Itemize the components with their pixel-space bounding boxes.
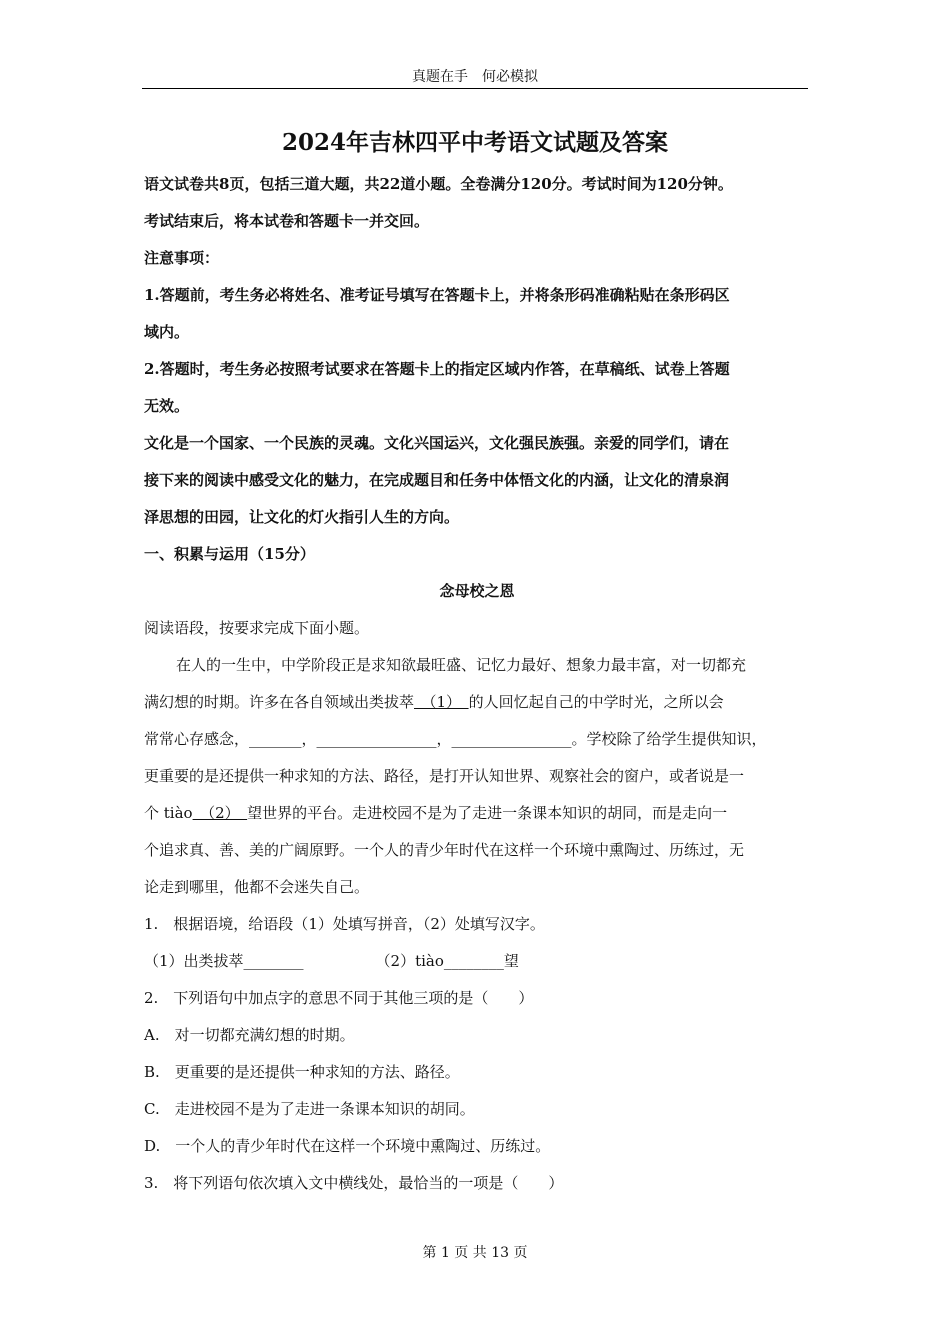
passage-line-1: 在人的一生中，中学阶段正是求知欲最旺盛、记忆力最好、想象力最丰富，对一切都充: [176, 656, 747, 674]
option-d: D. 一个人的青少年时代在这样一个环境中熏陶过、历练过。: [144, 1137, 551, 1155]
comma: ，: [301, 730, 317, 748]
notice-item-2-line-2: 无效。: [144, 397, 190, 415]
passage-line-6: 个追求真、善、美的广阔原野。一个人的青少年时代在这样一个环境中熏陶过、历练过，无: [144, 841, 745, 859]
notice-item-1-line-1: 1.答题前，考生务必将姓名、准考证号填写在答题卡上，并将条形码准确粘贴在条形码区: [144, 286, 730, 304]
question-1: 1. 根据语境，给语段（1）处填写拼音，（2）处填写汉字。: [144, 915, 545, 933]
blank-1: （1）: [414, 693, 469, 711]
blank-a: _______: [249, 730, 302, 748]
notice-item-1-line-2: 域内。: [144, 323, 190, 341]
question-1-answers: [144, 943, 810, 980]
notice-heading: 注意事项：: [144, 249, 220, 267]
page-footer: 第 1 页 共 13 页: [422, 1245, 528, 1261]
blank-2: （2）: [192, 804, 248, 822]
passage-text: 。学校除了给学生提供知识，: [571, 730, 767, 748]
passage-line-7: 论走到哪里，他都不会迷失自己。: [144, 878, 370, 896]
option-a: A. 对一切都充满幻想的时期。: [144, 1026, 355, 1044]
intro-line-1: 语文试卷共8页，包括三道大题，共22道小题。全卷满分120分。考试时间为120分钟。: [144, 175, 733, 193]
preface-line-1: 文化是一个国家、一个民族的灵魂。文化兴国运兴，文化强民族强。亲爱的同学们，请在: [144, 434, 730, 452]
question-3: 3. 将下列语句依次填入文中横线处，最恰当的一项是（ ）: [144, 1174, 564, 1192]
passage-text: 个 tiào: [144, 804, 193, 822]
preface-line-2: 接下来的阅读中感受文化的魅力，在完成题目和任务中体悟文化的内涵，让文化的清泉润: [144, 471, 730, 489]
passage-line-2: [144, 684, 810, 721]
passage-text: 的人回忆起自己的中学时光，之所以会: [468, 693, 724, 711]
passage-text: 望世界的平台。走进校园不是为了走进一条课本知识的胡同，而是走向一: [247, 804, 728, 822]
section-heading: 一、积累与运用（15分）: [144, 545, 315, 563]
option-b: B. 更重要的是还提供一种求知的方法、路径。: [144, 1063, 460, 1081]
blank-b: ________________: [316, 730, 437, 748]
blank-c: ________________: [451, 730, 572, 748]
header-rule: [142, 88, 808, 89]
passage-line-4: 更重要的是还提供一种求知的方法、路径，是打开认知世界、观察社会的窗户，或者说是一: [144, 767, 745, 785]
document-body: [144, 166, 810, 1202]
question-2: 2. 下列语句中加点字的意思不同于其他三项的是（ ）: [144, 989, 534, 1007]
instruction: 阅读语段，按要求完成下面小题。: [144, 619, 370, 637]
passage-text: 满幻想的时期。许多在各自领域出类拔萃: [144, 693, 415, 711]
comma: ，: [436, 730, 452, 748]
section-subtitle: 念母校之恩: [439, 582, 515, 600]
passage-line-5: [144, 795, 810, 832]
preface-line-3: 泽思想的田园，让文化的灯火指引人生的方向。: [144, 508, 460, 526]
intro-line-2: 考试结束后，将本试卷和答题卡一并交回。: [144, 212, 430, 230]
notice-item-2-line-1: 2.答题时，考生务必按照考试要求在答题卡上的指定区域内作答，在草稿纸、试卷上答题: [144, 360, 730, 378]
answer-1: （1）出类拔萃________: [144, 952, 304, 970]
page-title: 2024年吉林四平中考语文试题及答案: [281, 129, 668, 156]
option-c: C. 走进校园不是为了走进一条课本知识的胡同。: [144, 1100, 475, 1118]
page-header: 真题在手 何必模拟: [412, 69, 538, 85]
answer-2: （2）tiào________望: [375, 952, 519, 970]
passage-text: 常常心存感念，: [144, 730, 250, 748]
passage-line-3: [144, 721, 810, 758]
